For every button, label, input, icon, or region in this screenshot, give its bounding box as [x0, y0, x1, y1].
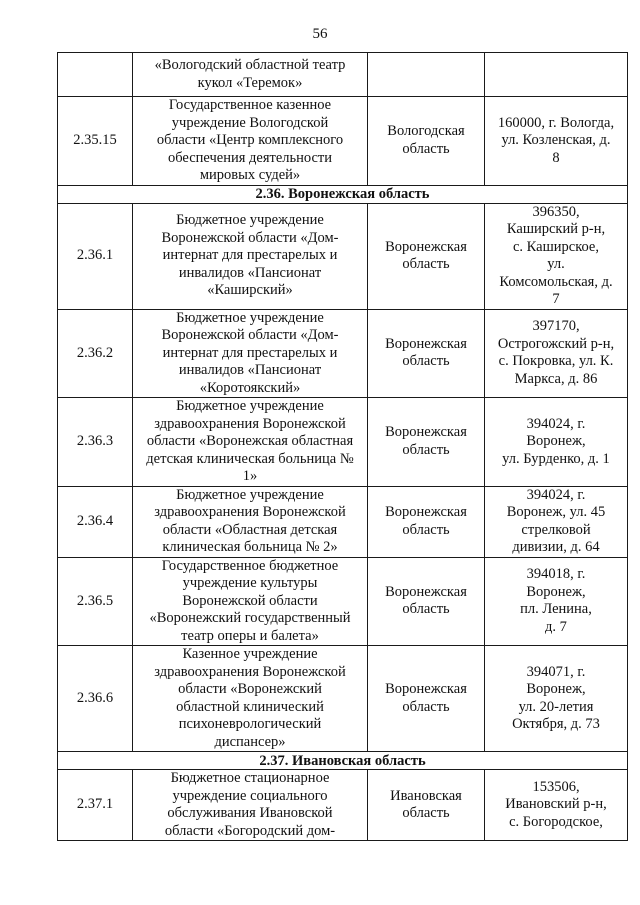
- registry-table-body: [58, 53, 628, 841]
- region-cell: Вологодская область: [368, 97, 485, 186]
- institution-name: Бюджетное учреждение здравоохранения Воронежской области «Областная детская клиническая больница № 2»: [133, 486, 368, 557]
- row-number: 2.36.4: [58, 486, 133, 557]
- region-cell: Воронежская область: [368, 557, 485, 646]
- address-cell: 153506, Ивановский р-н, с. Богородское,: [485, 770, 628, 841]
- region-cell: Воронежская область: [368, 646, 485, 752]
- address-cell: 394071, г. Воронеж, ул. 20-летия Октября, д. 73: [485, 646, 628, 752]
- address-cell: [485, 53, 628, 97]
- row-number: [58, 53, 133, 97]
- address-cell: 397170, Острогожский р-н, с. Покровка, ул. К. Маркса, д. 86: [485, 309, 628, 398]
- institution-name: Бюджетное учреждение здравоохранения Воронежской области «Воронежская областная детская клиническая больница № 1»: [133, 398, 368, 487]
- address-cell: 160000, г. Вологда, ул. Козленская, д. 8: [485, 97, 628, 186]
- institution-name: Государственное казенное учреждение Вологодской области «Центр комплексного обеспечения деятельности мировых судей»: [133, 97, 368, 186]
- institution-name: Казенное учреждение здравоохранения Воронежской области «Воронежский областной клинический психоневрологический диспансер»: [133, 646, 368, 752]
- row-number: 2.36.6: [58, 646, 133, 752]
- table-row: [58, 770, 628, 841]
- section-title: 2.37. Ивановская область: [58, 752, 628, 770]
- registry-table: [57, 52, 628, 841]
- row-number: 2.36.5: [58, 557, 133, 646]
- region-cell: Воронежская область: [368, 203, 485, 309]
- table-row: [58, 646, 628, 752]
- address-cell: 394024, г. Воронеж, ул. 45 стрелковой дивизии, д. 64: [485, 486, 628, 557]
- institution-name: Бюджетное стационарное учреждение социального обслуживания Ивановской области «Богородский дом-: [133, 770, 368, 841]
- table-row: [58, 486, 628, 557]
- page-number: 56: [312, 26, 328, 42]
- table-row: [58, 203, 628, 309]
- section-title: 2.36. Воронежская область: [58, 185, 628, 203]
- institution-name: «Вологодский областной театр кукол «Теремок»: [133, 53, 368, 97]
- section-header-row: [58, 752, 628, 770]
- table-row: [58, 557, 628, 646]
- address-cell: 394018, г. Воронеж, пл. Ленина, д. 7: [485, 557, 628, 646]
- address-cell: 396350, Каширский р-н, с. Каширское, ул. Комсомольская, д. 7: [485, 203, 628, 309]
- table-row: [58, 97, 628, 186]
- region-cell: Воронежская область: [368, 309, 485, 398]
- institution-name: Государственное бюджетное учреждение культуры Воронежской области «Воронежский государственный театр оперы и балета»: [133, 557, 368, 646]
- table-row: [58, 309, 628, 398]
- row-number: 2.36.2: [58, 309, 133, 398]
- region-cell: Ивановская область: [368, 770, 485, 841]
- table-row: [58, 398, 628, 487]
- address-cell: 394024, г. Воронеж, ул. Бурденко, д. 1: [485, 398, 628, 487]
- region-cell: Воронежская область: [368, 398, 485, 487]
- row-number: 2.36.1: [58, 203, 133, 309]
- section-header-row: [58, 185, 628, 203]
- table-row: [58, 53, 628, 97]
- row-number: 2.37.1: [58, 770, 133, 841]
- institution-name: Бюджетное учреждение Воронежской области «Дом- интернат для престарелых и инвалидов «Пансионат «Коротоякский»: [133, 309, 368, 398]
- row-number: 2.36.3: [58, 398, 133, 487]
- region-cell: Воронежская область: [368, 486, 485, 557]
- row-number: 2.35.15: [58, 97, 133, 186]
- institution-name: Бюджетное учреждение Воронежской области «Дом- интернат для престарелых и инвалидов «Пансионат «Каширский»: [133, 203, 368, 309]
- region-cell: [368, 53, 485, 97]
